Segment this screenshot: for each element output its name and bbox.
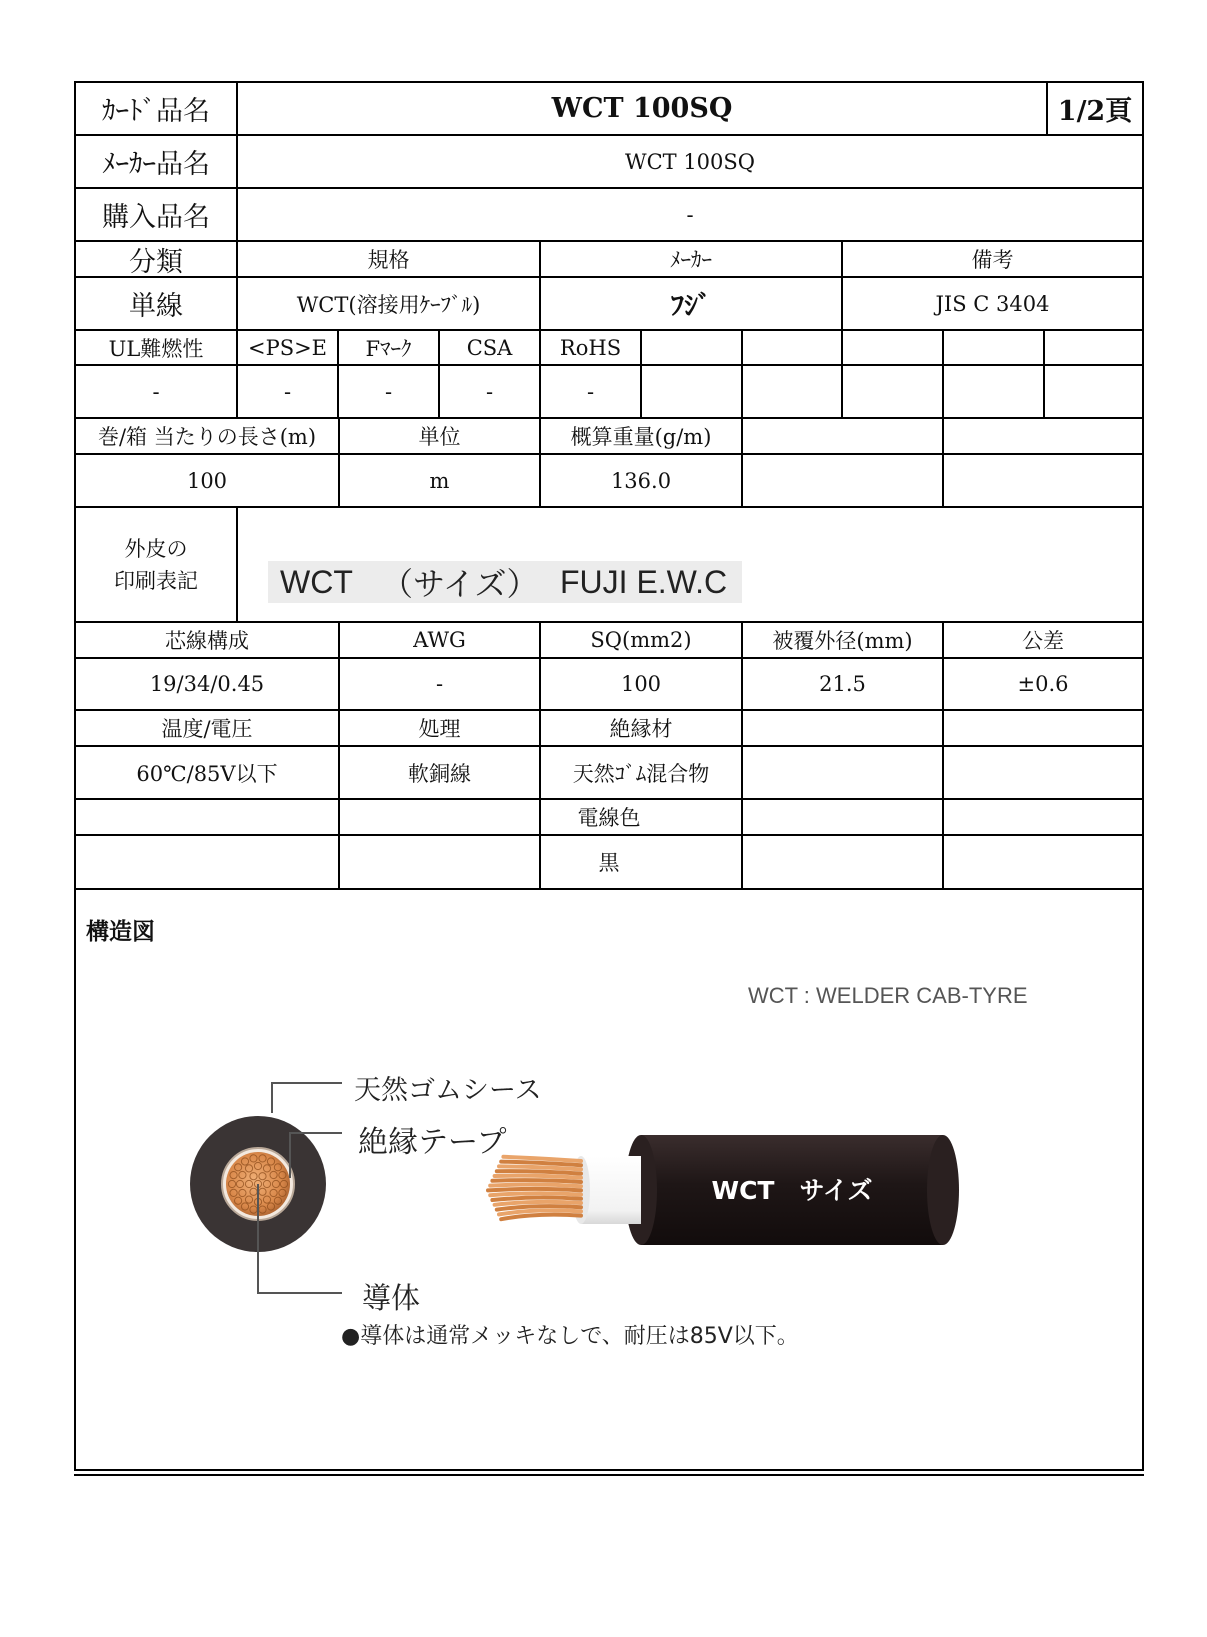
wct-definition: WCT : WELDER CAB-TYRE xyxy=(748,983,1028,1008)
standard-header: 規格 xyxy=(367,248,410,272)
bottom-rule xyxy=(74,1474,1144,1476)
sq-header: SQ(mm2) xyxy=(590,628,692,652)
remarks-header: 備考 xyxy=(971,248,1014,272)
callout-sheath: 天然ゴムシース xyxy=(354,1075,542,1106)
outer-diameter-value: 21.5 xyxy=(819,672,866,696)
tolerance-value: ±0.6 xyxy=(1017,672,1069,696)
f-mark-header: Fﾏｰｸ xyxy=(365,336,412,361)
insulation-header: 絶縁材 xyxy=(609,717,673,741)
csa-value: - xyxy=(485,379,494,404)
length-value: 100 xyxy=(186,468,228,493)
pse-header: <PS>E xyxy=(247,335,328,360)
printing-size: （サイズ） xyxy=(381,566,539,602)
awg-value: - xyxy=(435,672,444,696)
awg-header: AWG xyxy=(413,628,466,652)
sq-value: 100 xyxy=(620,672,662,696)
tolerance-header: 公差 xyxy=(1022,629,1064,653)
purchase-part-label: 購入品名 xyxy=(102,202,210,233)
f-mark-value: - xyxy=(384,379,393,404)
csa-header: CSA xyxy=(466,335,513,360)
strand-value: 19/34/0.45 xyxy=(149,672,265,696)
treatment-header: 処理 xyxy=(418,717,461,741)
printing-wct: WCT xyxy=(280,563,353,600)
classification-value: 単線 xyxy=(129,291,183,322)
structure-note: ●導体は通常メッキなしで、耐圧は85V以下。 xyxy=(341,1324,799,1349)
spec-sheet xyxy=(74,81,1144,1471)
purchase-part-value: - xyxy=(686,202,694,227)
wire-color-label: 電線色 xyxy=(577,806,641,830)
ul-flame-header: UL難燃性 xyxy=(108,336,204,361)
temp-voltage-value: 60℃/85V以下 xyxy=(136,761,278,786)
maker-header: ﾒｰｶｰ xyxy=(670,248,712,272)
printing-label-line2: 印刷表記 xyxy=(114,569,198,593)
card-name-value: WCT 100SQ xyxy=(551,93,733,124)
rohs-header: RoHS xyxy=(559,335,622,360)
cable-structure-diagram xyxy=(76,83,1142,1469)
printing-maker: FUJI E.W.C xyxy=(560,563,728,600)
insulation-value: 天然ｺﾞﾑ混合物 xyxy=(572,761,710,786)
classification-header: 分類 xyxy=(129,246,183,278)
length-header: 巻/箱 当たりの長さ(m) xyxy=(97,425,317,449)
remarks-value: JIS C 3404 xyxy=(935,291,1050,316)
maker-part-label: ﾒｰｶｰ品名 xyxy=(102,149,210,180)
callout-tape: 絶縁テープ xyxy=(358,1125,507,1160)
printing-label-line1: 外皮の xyxy=(124,537,188,561)
sheath-leader-line xyxy=(272,1083,342,1113)
pse-value: - xyxy=(283,379,292,404)
weight-value: 136.0 xyxy=(610,468,672,493)
unit-header: 単位 xyxy=(418,425,461,449)
cable-print-text: WCT サイズ xyxy=(711,1176,873,1205)
cable-sheath-end xyxy=(927,1135,959,1245)
ul-flame-value: - xyxy=(152,379,160,404)
card-name-label: ｶｰﾄﾞ品名 xyxy=(102,96,210,127)
exposed-conductor xyxy=(488,1157,581,1219)
cable-side-view xyxy=(488,1135,959,1245)
structure-title: 構造図 xyxy=(86,919,155,945)
maker-part-value: WCT 100SQ xyxy=(624,149,756,174)
treatment-value: 軟銅線 xyxy=(408,761,471,786)
weight-header: 概算重量(g/m) xyxy=(570,425,712,449)
page-number: 1/2頁 xyxy=(1057,96,1133,127)
rohs-value: - xyxy=(586,379,595,404)
wire-color-value: 黒 xyxy=(598,851,620,875)
strand-header: 芯線構成 xyxy=(165,629,249,653)
outer-diameter-header: 被覆外径(mm) xyxy=(772,629,913,653)
temp-voltage-header: 温度/電圧 xyxy=(161,717,253,741)
standard-value: WCT(溶接用ｹｰﾌﾞﾙ) xyxy=(296,292,481,317)
unit-value: m xyxy=(429,468,450,493)
maker-value: ﾌｼﾞ xyxy=(670,291,712,322)
callout-conductor: 導体 xyxy=(362,1281,421,1315)
